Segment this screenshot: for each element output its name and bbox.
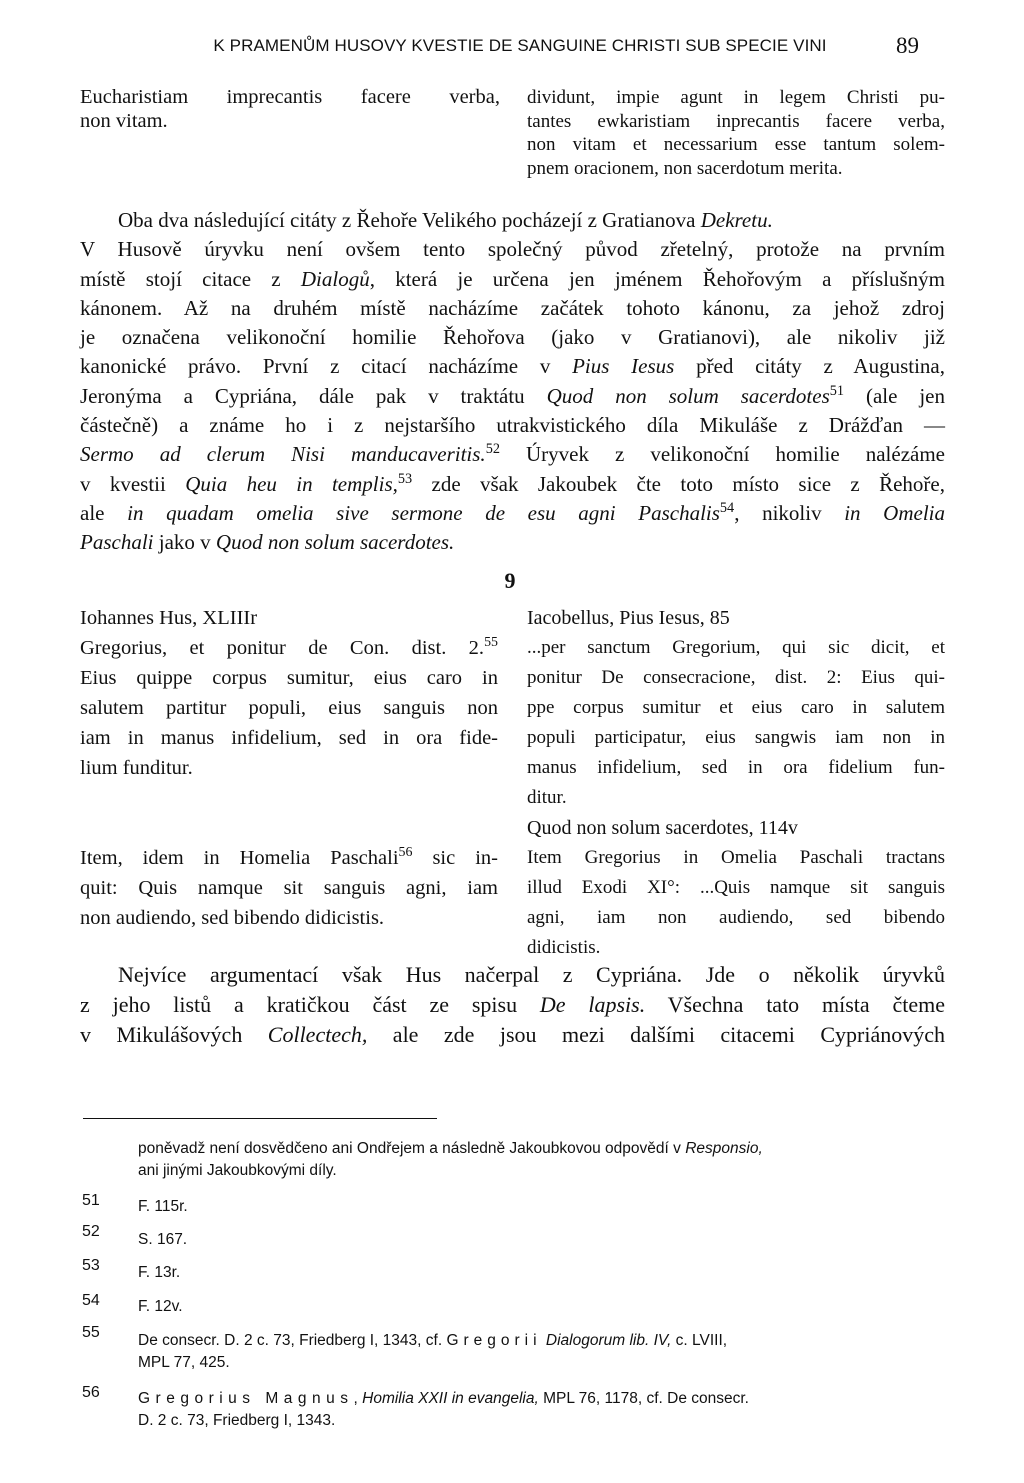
text-line: ponitur De consecracione, dist. 2: Eius qui-	[527, 667, 945, 688]
text-line: částečně) a známe ho i z nejstaršího utrakvistického díla Mikuláše z Drážďan —	[80, 413, 945, 438]
comparison-left-column	[80, 603, 498, 783]
text-line: Paschali jako v Quod non solum sacerdotes.	[80, 530, 455, 555]
text-line: dividunt, impie agunt in legem Christi pu-	[527, 87, 945, 108]
comparison-right-column	[527, 603, 945, 843]
text-line: v Mikulášových Collectech, ale zde jsou mezi dalšími citacemi Cypriánových	[80, 1022, 945, 1047]
footnote-number: 55	[82, 1324, 100, 1341]
text-line: kánonem. Až na druhém místě nacházíme začátek tohoto kánonu, za jehož zdroj	[80, 295, 945, 320]
text-line: quit: Quis namque sit sanguis agni, iam	[80, 877, 498, 899]
text-line: Oba dva následující citáty z Řehoře Velikého pocházejí z Gratianova Dekretu.	[118, 208, 773, 232]
source-heading: Iacobellus, Pius Iesus, 85	[527, 607, 730, 629]
text-line: manus infidelium, sed in ora fidelium fun-	[527, 757, 945, 778]
running-header: K PRAMENŮM HUSOVY KVESTIE DE SANGUINE CHRISTI SUB SPECIE VINI	[213, 36, 827, 55]
top-right-column	[527, 86, 945, 180]
footnote-number: 51	[82, 1192, 100, 1209]
text-line: illud Exodi XI°: ...Quis namque sit sanguis	[527, 877, 945, 898]
footnote-continuation	[138, 1138, 946, 1182]
text-line: kanonické právo. První z citací nacházíme v Pius Iesus před citáty z Augustina,	[80, 354, 945, 379]
text-line: ditur.	[527, 787, 567, 808]
text-line: Item, idem in Homelia Paschali$^{56}$ sic in-	[80, 845, 498, 869]
text-line: didicistis.	[527, 937, 601, 958]
text-line: Eius quippe corpus sumitur, eius caro in	[80, 667, 498, 689]
text-line: ani jinými Jakoubkovými díly.	[138, 1162, 337, 1179]
text-line: V Husově úryvku není ovšem tento společný původ zřetelný, protože na prvním	[80, 237, 945, 262]
text-line: Eucharistiam imprecantis facere verba,	[80, 86, 500, 108]
footnote-number: 54	[82, 1292, 100, 1309]
source-heading: Quod non solum sacerdotes, 114v	[527, 817, 798, 839]
text-line: Nejvíce argumentací však Hus načerpal z Cypriána. Jde o několik úryvků	[118, 962, 945, 987]
text-line: non vitam.	[80, 109, 168, 132]
text-line: tantes ewkaristiam inprecantis facere verba,	[527, 110, 945, 132]
text-line: MPL 77, 425.	[138, 1354, 230, 1371]
footnote-separator	[83, 1118, 437, 1119]
text-line: Gregorius Magnus, Homilia XXII in evangelia, MPL 76, 1178, cf. De consecr.	[138, 1390, 749, 1407]
section-number: 9	[504, 568, 516, 593]
text-line: non audiendo, sed bibendo didicistis.	[80, 907, 385, 929]
text-line: populi participatur, eius sangwis iam non in	[527, 727, 945, 748]
text-line: D. 2 c. 73, Friedberg I, 1343.	[138, 1412, 336, 1429]
text-line: ...per sanctum Gregorium, qui sic dicit, et	[527, 637, 945, 658]
text-line: non vitam et necessarium esse tantum solem-	[527, 134, 945, 155]
text-line: Gregorius, et ponitur de Con. dist. 2.55	[80, 635, 498, 659]
footnote-text	[138, 1388, 946, 1432]
comparison-right-column-2	[527, 843, 945, 963]
body-paragraph	[80, 206, 945, 558]
footnote-text	[138, 1330, 946, 1374]
footnote-number: 52	[82, 1223, 100, 1240]
text-line: lium funditur.	[80, 757, 193, 779]
text-line: iam in manus infidelium, sed in ora fide-	[80, 727, 498, 749]
footnote-number: 53	[82, 1257, 100, 1274]
text-line: ale in quadam omelia sive sermone de esu agni Paschalis$^{54}$, nikoliv in Omelia	[80, 499, 945, 525]
comparison-left-column-2	[80, 843, 498, 933]
footnote-text: F. 12v.	[138, 1298, 183, 1315]
text-line: je označena velikonoční homilie Řehořova (jako v Gratianovi), ale nikoliv již	[80, 325, 945, 350]
footnote-text: F. 13r.	[138, 1264, 181, 1281]
source-heading: Iohannes Hus, XLIIIr	[80, 607, 258, 629]
body-paragraph-2	[80, 960, 945, 1050]
text-line: místě stojí citace z Dialogů, která je určena jen jménem Řehořovým a příslušným	[80, 266, 945, 291]
footnote-text: S. 167.	[138, 1231, 188, 1248]
text-line: Item Gregorius in Omelia Paschali tractans	[527, 847, 945, 868]
text-line: agni, iam non audiendo, sed bibendo	[527, 907, 945, 928]
text-line: Jeronýma a Cypriána, dále pak v traktátu Quod non solum sacerdotes$^{51}$ (ale jen	[80, 382, 946, 408]
text-line: De consecr. D. 2 c. 73, Friedberg I, 1343, cf. Gregorii Dialogorum lib. IV, c. LVIII,	[138, 1332, 728, 1349]
text-line: Sermo ad clerum Nisi manducaveritis.$^{52}$ Úryvek z velikonoční homilie nalézáme	[80, 441, 945, 467]
footnote-text: F. 115r.	[138, 1198, 188, 1215]
top-left-column	[80, 86, 500, 133]
footnote-number: 56	[82, 1384, 100, 1401]
page-number: 89	[896, 33, 919, 58]
text-line: z jeho listů a kratičkou část ze spisu De lapsis. Všechna tato místa čteme	[80, 992, 945, 1017]
text-line: pnem oracionem, non sacerdotum merita.	[527, 157, 843, 179]
text-line: v kvestii Quia heu in templis,$^{53}$ zde však Jakoubek čte toto místo sice z Řehoře,	[80, 470, 945, 496]
text-line: poněvadž není dosvědčeno ani Ondřejem a následně Jakoubkovou odpovědí v Responsio,	[138, 1140, 763, 1157]
text-line: ppe corpus sumitur et eius caro in salutem	[527, 697, 945, 718]
text-line: salutem partitur populi, eius sanguis non	[80, 697, 498, 719]
